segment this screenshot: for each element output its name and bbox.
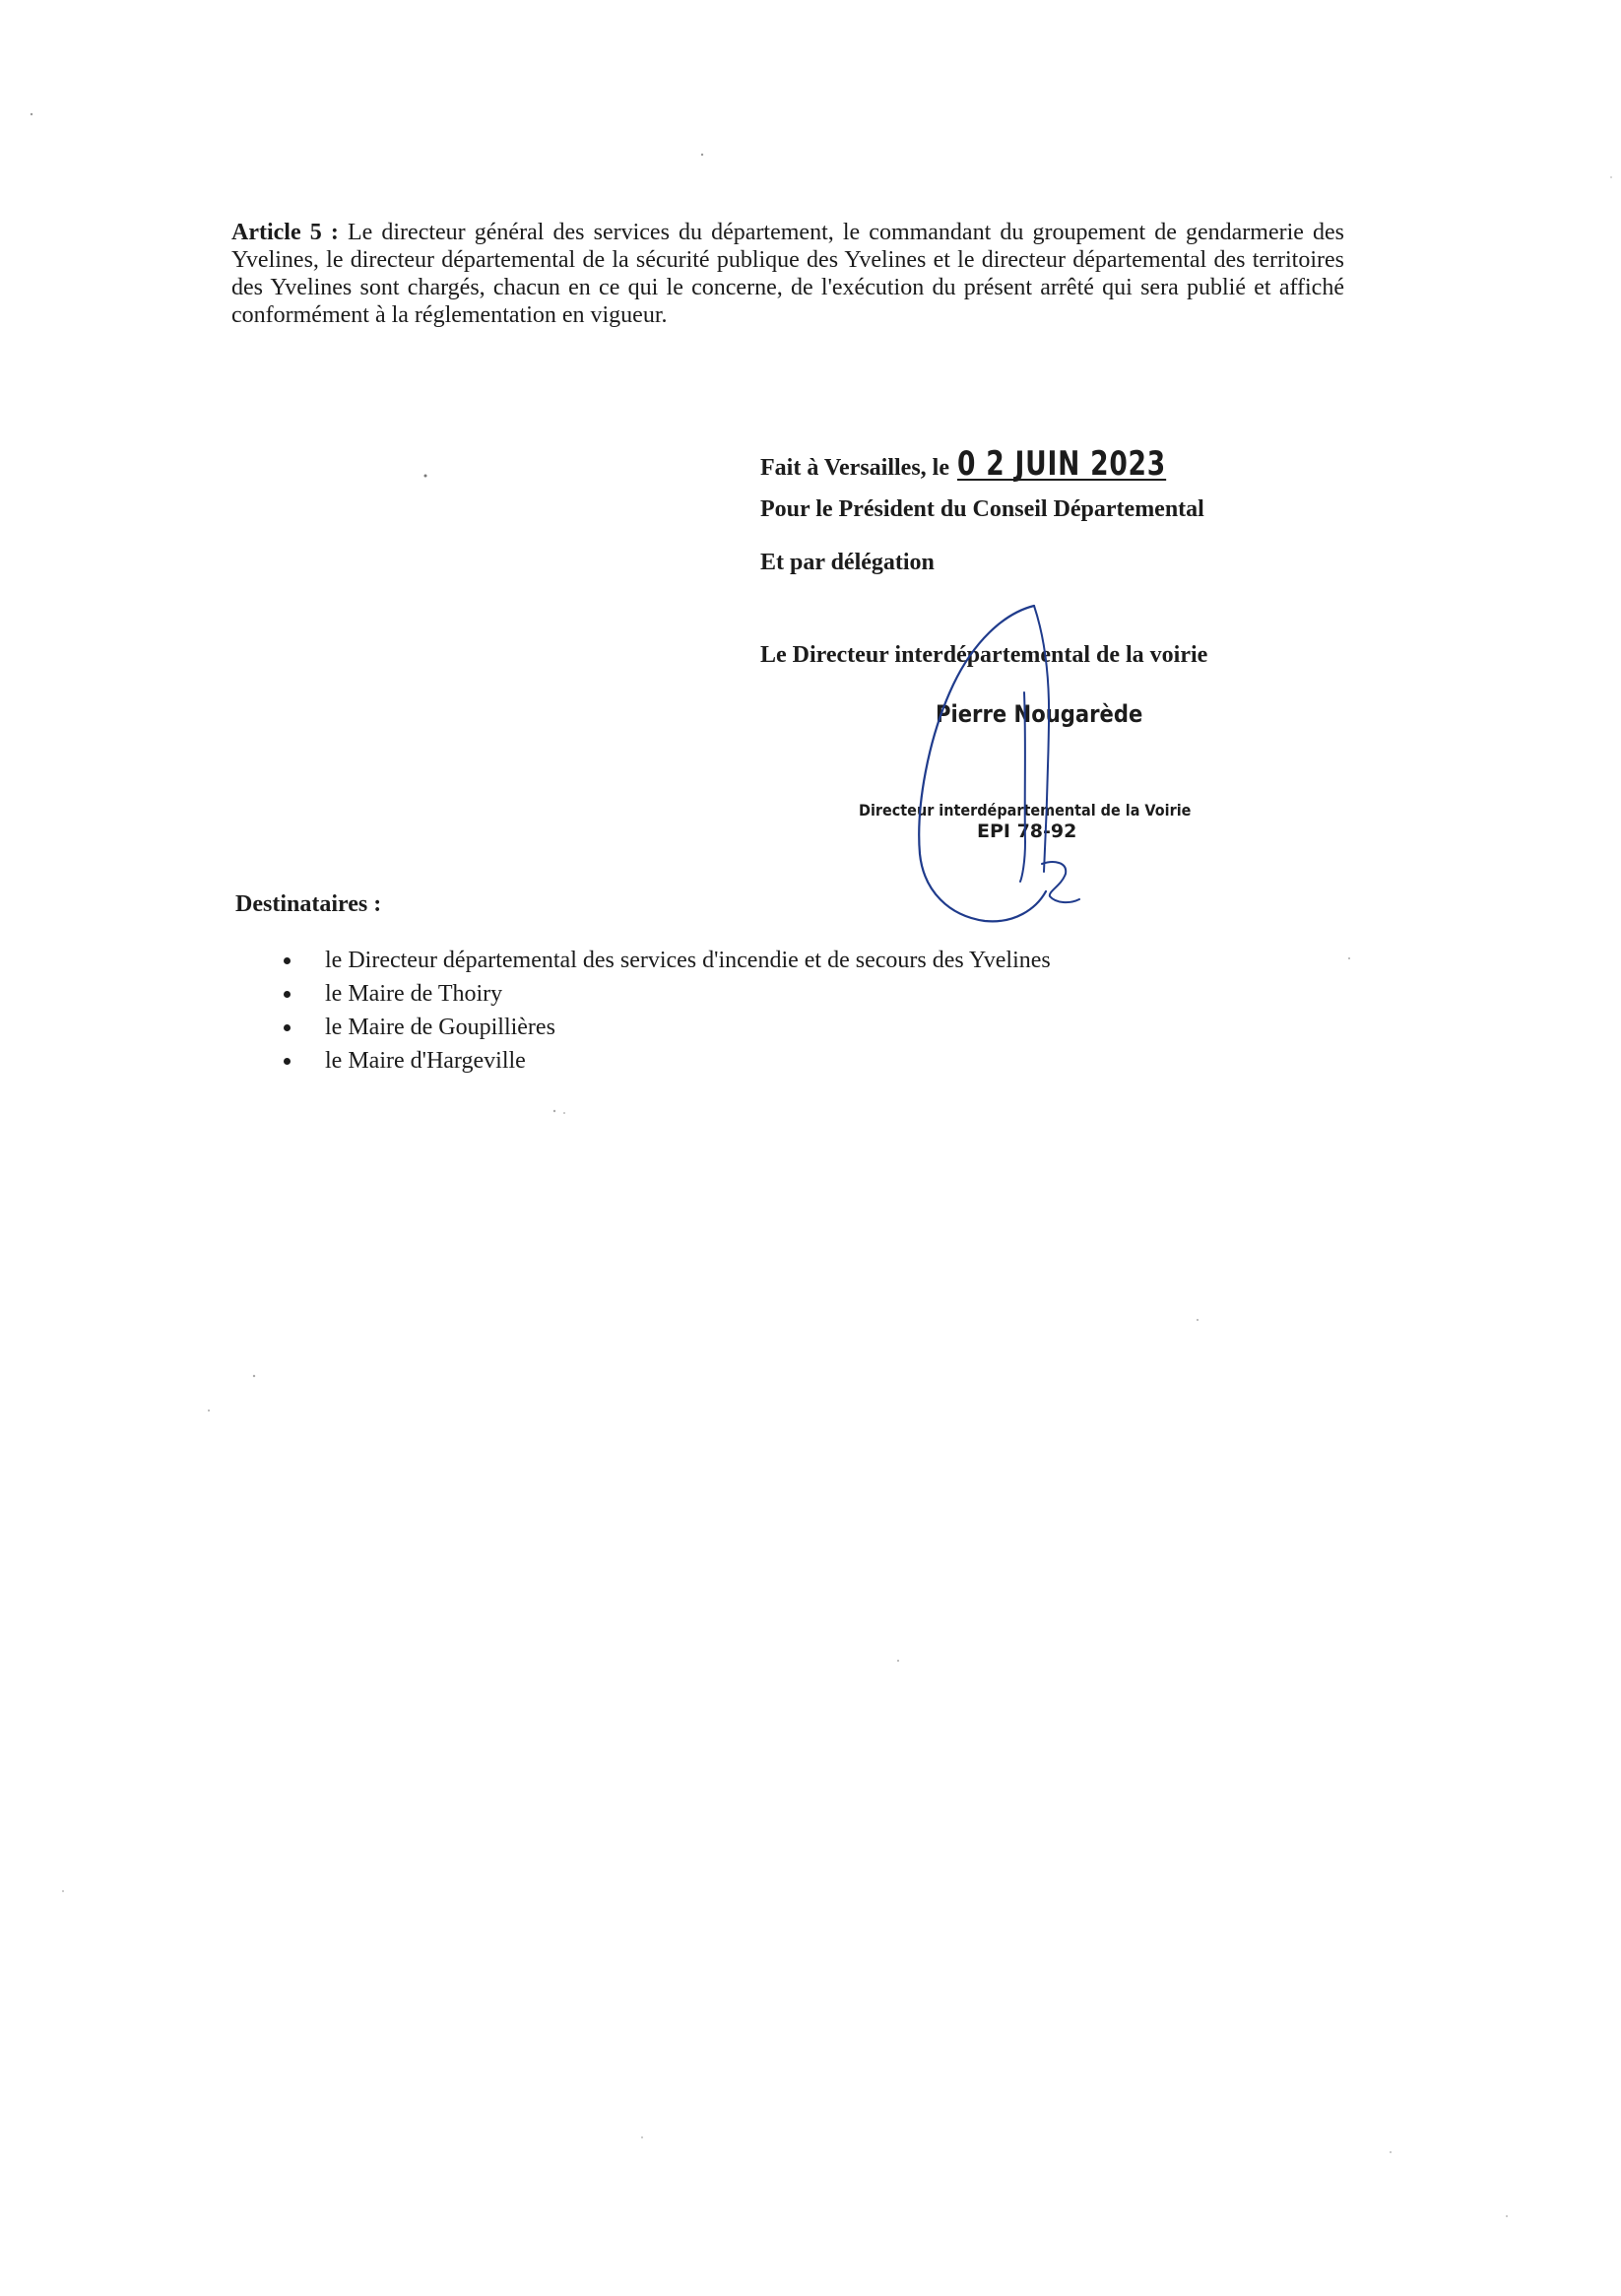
recipient-text: le Directeur départemental des services d'incendie et de secours des Yvelines <box>325 948 1051 973</box>
recipients-title: Destinataires : <box>235 891 382 917</box>
place-date-line <box>760 444 1225 484</box>
recipient-item <box>280 944 1051 977</box>
article-label: Article 5 : <box>231 220 339 245</box>
recipient-item <box>280 1044 1051 1078</box>
recipient-text: le Maire d'Hargeville <box>325 1048 526 1074</box>
bullet-icon <box>284 991 291 998</box>
article-text: Le directeur général des services du département, le commandant du groupement de gendarmerie des Yvelines, le directeur départemental de la sécurité publique des Yvelines et le directeur départemental des territoires des Yvelines sont chargés, chacun en ce qui le concerne, de l'exécution du présent arrêté qui sera publié et affiché conformément à la réglementation en vigueur. <box>231 220 1345 328</box>
on-behalf-line: Pour le Président du Conseil Départemental <box>760 496 1204 522</box>
recipient-text: le Maire de Thoiry <box>325 981 503 1007</box>
stamp-unit: EPI 78-92 <box>977 820 1077 842</box>
article-5-paragraph <box>231 219 1344 329</box>
signatory-role: Le Directeur interdépartemental de la voirie <box>760 642 1208 668</box>
recipient-text: le Maire de Goupillières <box>325 1015 555 1040</box>
recipients-list <box>280 944 1051 1078</box>
recipient-item <box>280 977 1051 1011</box>
stamp-title: Directeur interdépartemental de la Voirie <box>859 801 1192 820</box>
recipient-item <box>280 1011 1051 1044</box>
stamp-name: Pierre Nougarède <box>936 700 1143 728</box>
stamped-date: 0 2 JUIN 2023 <box>956 444 1167 484</box>
delegation-line: Et par délégation <box>760 550 935 575</box>
place-prefix: Fait à Versailles, le <box>760 455 949 481</box>
bullet-icon <box>284 957 291 964</box>
bullet-icon <box>284 1024 291 1031</box>
bullet-icon <box>284 1058 291 1065</box>
